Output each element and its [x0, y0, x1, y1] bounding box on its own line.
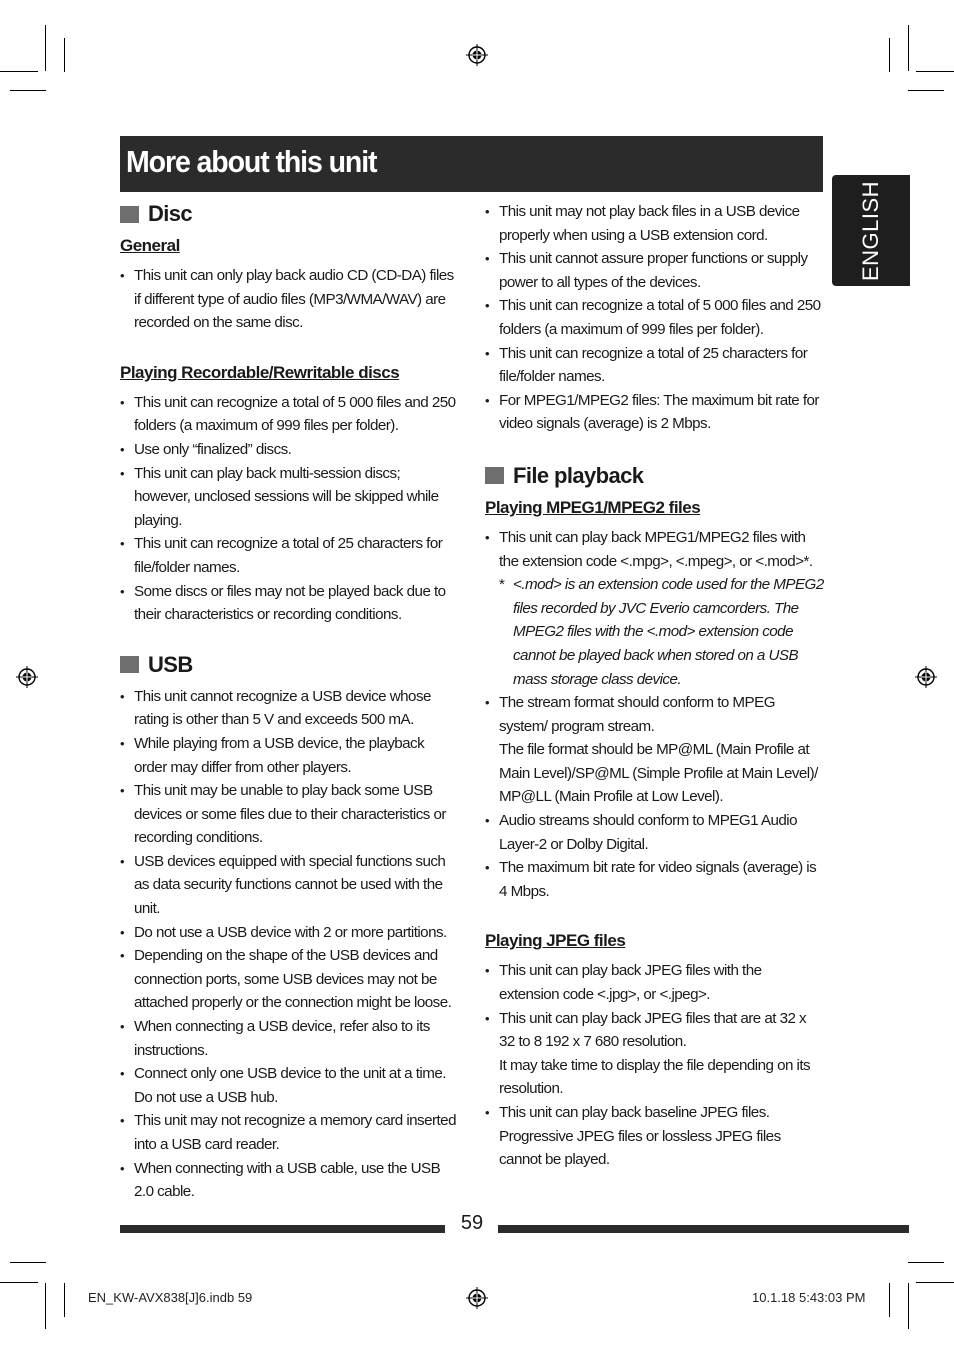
subheading-jpeg: Playing JPEG files [485, 931, 626, 951]
list-item: • This unit may not play back files in a USB device properly when using a USB extension cord. [485, 200, 825, 247]
section-heading-disc: Disc [120, 200, 460, 228]
list-item: • This unit can only play back audio CD (CD-DA) files if different type of audio files (MP3/WMA/WAV) are recorded on the same disc. [120, 264, 460, 335]
jpeg-list [485, 959, 825, 1171]
title-bar [120, 136, 823, 192]
list-item: • This unit can recognize a total of 25 characters for file/folder names. [485, 342, 825, 389]
section-heading-file-playback: File playback [485, 462, 825, 490]
list-item: • When connecting a USB device, refer also to its instructions. [120, 1015, 460, 1062]
registration-mark-icon [915, 666, 937, 688]
usb-list-continued [485, 200, 825, 436]
page-title: More about this unit [126, 144, 377, 179]
list-item: • While playing from a USB device, the playback order may differ from other players. [120, 732, 460, 779]
subheading-mpeg: Playing MPEG1/MPEG2 files [485, 497, 701, 517]
list-item: • This unit can play back multi-session discs; however, unclosed sessions will be skipped while playing. [120, 462, 460, 533]
list-item: • Some discs or files may not be played back due to their characteristics or recording conditions. [120, 580, 460, 627]
crop-mark [45, 25, 46, 71]
list-item: • This unit cannot assure proper functions or supply power to all types of the devices. [485, 247, 825, 294]
registration-mark-icon [16, 666, 38, 688]
crop-mark [0, 1282, 38, 1283]
recordable-list [120, 391, 460, 627]
list-item: • This unit cannot recognize a USB device whose rating is other than 5 V and exceeds 500 mA. [120, 685, 460, 732]
crop-mark [10, 1262, 46, 1263]
list-item: • The maximum bit rate for video signals (average) is 4 Mbps. [485, 856, 825, 903]
footer-rule [498, 1225, 909, 1233]
list-item: • Audio streams should conform to MPEG1 Audio Layer-2 or Dolby Digital. [485, 809, 825, 856]
crop-mark [889, 38, 890, 72]
general-list [120, 264, 460, 335]
mpeg-list [485, 526, 825, 904]
list-item: • Use only “finalized” discs. [120, 438, 460, 462]
section-square-icon [485, 467, 504, 484]
subheading-general: General [120, 236, 180, 255]
right-column [485, 200, 825, 1172]
list-item: • For MPEG1/MPEG2 files: The maximum bit rate for video signals (average) is 2 Mbps. [485, 389, 825, 436]
list-item: • This unit may be unable to play back some USB devices or some files due to their characteristics or recording conditions. [120, 779, 460, 850]
print-slug-timestamp: 10.1.18 5:43:03 PM [752, 1290, 866, 1305]
crop-mark [889, 1283, 890, 1317]
crop-mark [916, 1282, 954, 1283]
crop-mark [64, 1283, 65, 1317]
page-number: 59 [460, 1212, 484, 1234]
usb-list [120, 685, 460, 1204]
section-square-icon [120, 656, 139, 673]
list-item: • The stream format should conform to MPEG system/ program stream. The file format should be MP@ML (Main Profile at Main Level)/SP@ML (Simple Profile at Main Level)/ MP@LL (Main Profile at Low Level). [485, 691, 825, 809]
list-item: • This unit can recognize a total of 5 000 files and 250 folders (a maximum of 999 files per folder). [120, 391, 460, 438]
list-item: • This unit can recognize a total of 5 000 files and 250 folders (a maximum of 999 files per folder). [485, 294, 825, 341]
subheading-recordable-discs: Playing Recordable/Rewritable discs [120, 362, 400, 382]
list-item: • This unit may not recognize a memory card inserted into a USB card reader. [120, 1109, 460, 1156]
crop-mark [64, 38, 65, 72]
crop-mark [10, 90, 46, 91]
language-tab-label: ENGLISH [858, 180, 883, 281]
list-item: • USB devices equipped with special functions such as data security functions cannot be used with the unit. [120, 850, 460, 921]
crop-mark [916, 71, 954, 72]
crop-mark [45, 1283, 46, 1329]
section-heading-usb: USB [120, 651, 460, 679]
crop-mark [908, 90, 944, 91]
list-item: • Depending on the shape of the USB devices and connection ports, some USB devices may not be attached properly or the connection might be loose. [120, 944, 460, 1015]
list-item: • When connecting with a USB cable, use the USB 2.0 cable. [120, 1157, 460, 1204]
footnote: * <.mod> is an extension code used for the MPEG2 files recorded by JVC Everio camcorders. The MPEG2 files with the <.mod> extension code cannot be played back when stored on a USB mass storage class device. [499, 576, 824, 688]
list-item: • Connect only one USB device to the unit at a time. Do not use a USB hub. [120, 1062, 460, 1109]
print-slug-file: EN_KW-AVX838[J]6.indb 59 [88, 1290, 253, 1305]
crop-mark [908, 1283, 909, 1329]
list-item: • This unit can play back baseline JPEG files. Progressive JPEG files or lossless JPEG files cannot be played. [485, 1101, 825, 1172]
crop-mark [0, 71, 38, 72]
left-column [120, 200, 460, 1204]
section-square-icon [120, 206, 139, 223]
list-item: • This unit can recognize a total of 25 characters for file/folder names. [120, 532, 460, 579]
footer-rule [120, 1225, 445, 1233]
crop-mark [908, 1262, 944, 1263]
list-item: • This unit can play back JPEG files that are at 32 x 32 to 8 192 x 7 680 resolution. It may take time to display the file depending on its resolution. [485, 1007, 825, 1101]
language-tab [832, 175, 910, 286]
registration-mark-icon [466, 44, 488, 66]
crop-mark [908, 25, 909, 71]
list-item: • Do not use a USB device with 2 or more partitions. [120, 921, 460, 945]
list-item: • This unit can play back JPEG files with the extension code <.jpg>, or <.jpeg>. [485, 959, 825, 1006]
registration-mark-icon [466, 1287, 488, 1309]
list-item: • This unit can play back MPEG1/MPEG2 files with the extension code <.mpg>, <.mpeg>, or <.mod>*. * <.mod> is an extension code used for the MPEG2 files recorded by JVC Everio camcorders. The MPEG2 files with the <.mod> extension code cannot be played back when stored on a USB mass storage class device. [485, 526, 825, 691]
